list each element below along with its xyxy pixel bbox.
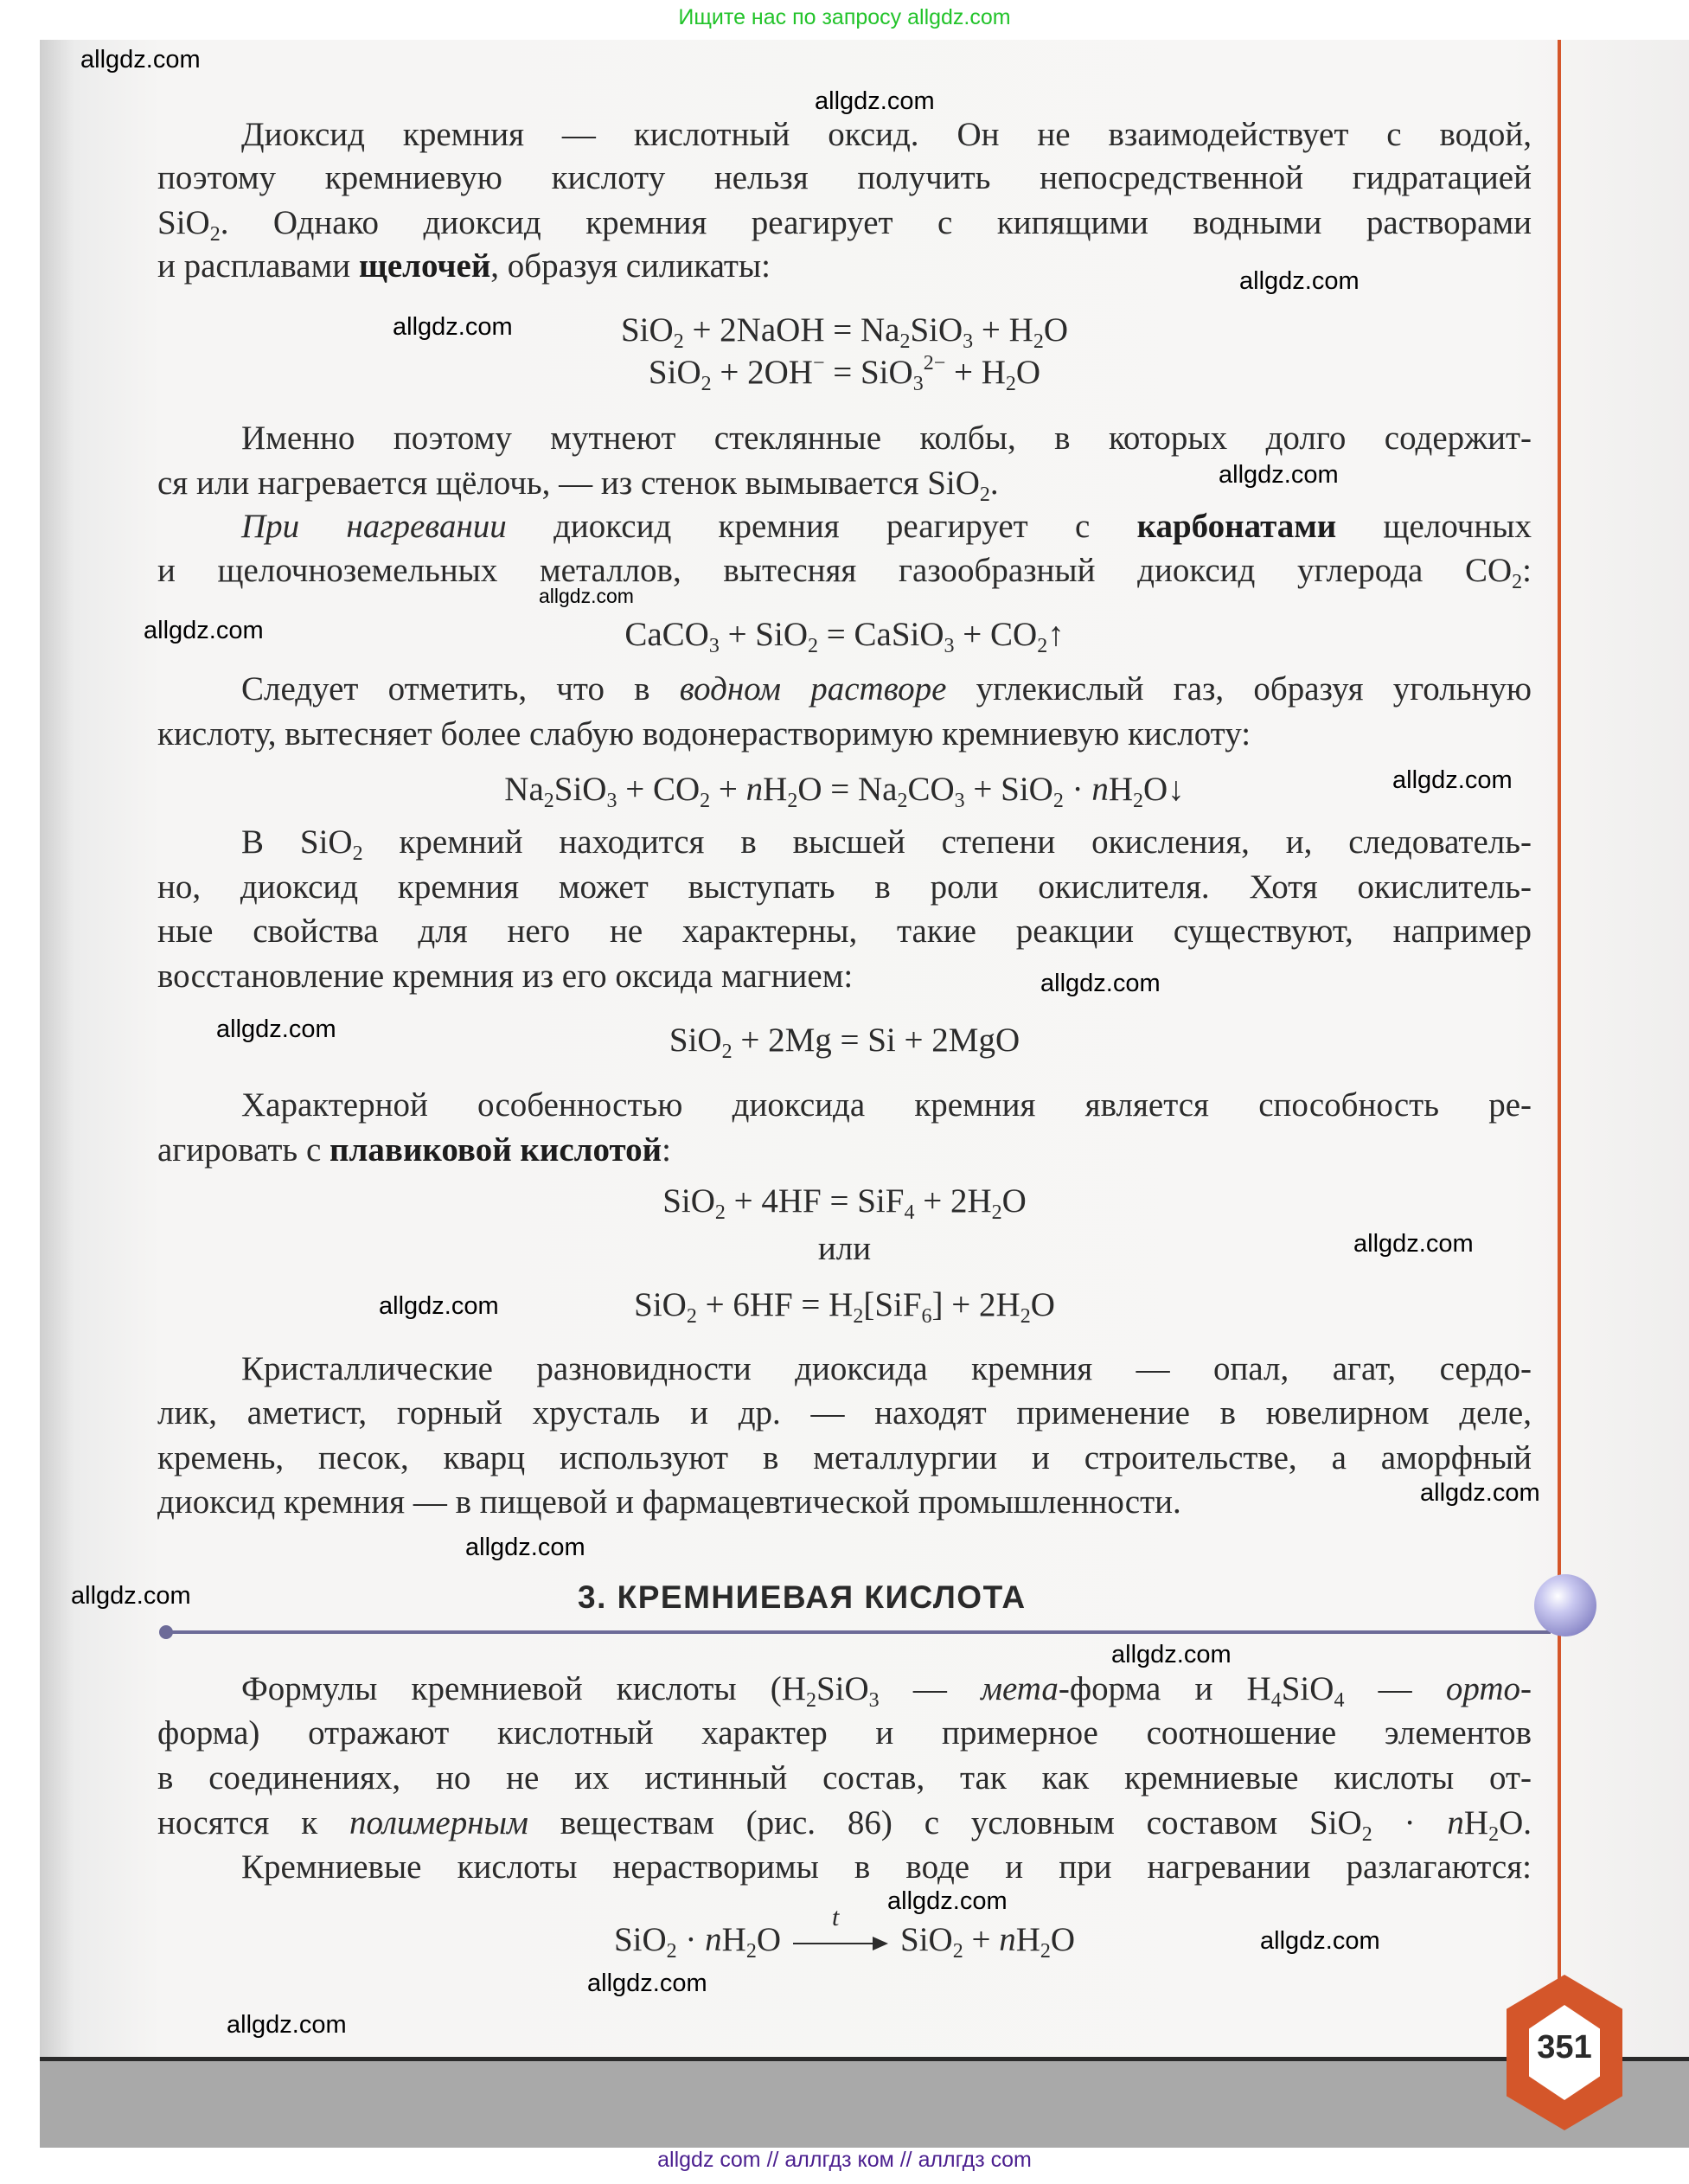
text-run: SiO bbox=[634, 1286, 687, 1323]
text-run: SiO bbox=[910, 311, 963, 349]
subscript: 2 bbox=[979, 484, 990, 506]
text-run: : bbox=[662, 1131, 671, 1169]
text-run: Кристаллические разновидности диоксида кремния — опал, агат, сердо- bbox=[241, 1350, 1532, 1387]
watermark-text: allgdz.com bbox=[379, 1292, 499, 1320]
text-line bbox=[157, 1480, 1532, 1525]
equation-line bbox=[157, 308, 1532, 353]
header-note[interactable]: Ищите нас по запросу allgdz.com bbox=[678, 5, 1011, 29]
text-run: + 2OH bbox=[711, 354, 813, 391]
italic-term: орто bbox=[1445, 1670, 1520, 1707]
text-line bbox=[157, 1128, 1532, 1173]
text-run: ] + 2H bbox=[931, 1286, 1020, 1323]
text-line bbox=[157, 1083, 1532, 1128]
text-run: O bbox=[1043, 311, 1069, 349]
subscript: 2 bbox=[701, 373, 712, 395]
equation-line bbox=[157, 612, 1532, 657]
text-run: поэтому кремниевую кислоту нельзя получить непосредственной гидратацией bbox=[157, 159, 1532, 196]
text-run: Na bbox=[504, 771, 544, 808]
text-run: · bbox=[676, 1921, 706, 1958]
bold-term: карбонатами bbox=[1136, 508, 1337, 545]
watermark-text: allgdz.com bbox=[80, 46, 201, 74]
text-run: · bbox=[1372, 1804, 1448, 1841]
italic-term: n bbox=[705, 1921, 722, 1958]
footer-note[interactable]: allgdz com // аллгдз ком // аллгдз com bbox=[657, 2148, 1032, 2172]
subscript: 2 bbox=[673, 330, 684, 353]
text-run: Формулы кремниевой кислоты (H bbox=[241, 1670, 806, 1707]
heading-rule bbox=[167, 1630, 1551, 1634]
text-run: Диоксид кремния — кислотный оксид. Он не взаимодействует с водой, bbox=[241, 116, 1532, 153]
italic-term: n bbox=[745, 771, 764, 808]
text-run: H bbox=[1108, 771, 1134, 808]
subscript: 2 bbox=[352, 842, 363, 865]
text-line bbox=[157, 201, 1532, 246]
text-run: + SiO bbox=[964, 771, 1053, 808]
equation-line bbox=[157, 1018, 1532, 1063]
text-run: агировать с bbox=[157, 1131, 330, 1169]
subscript: 3 bbox=[606, 790, 617, 812]
subscript: 2 bbox=[1040, 1940, 1051, 1963]
text-line bbox=[157, 548, 1532, 593]
subscript: 3 bbox=[944, 635, 955, 657]
text-run: O bbox=[1050, 1921, 1076, 1958]
text-run: SiO bbox=[816, 1670, 869, 1707]
subscript: 2 bbox=[543, 790, 554, 812]
watermark-text: allgdz.com bbox=[216, 1015, 336, 1043]
subscript: 2 bbox=[1037, 635, 1048, 657]
text-run: [SiF bbox=[863, 1286, 922, 1323]
text-run: O = Na bbox=[797, 771, 898, 808]
text-run: — bbox=[1344, 1670, 1446, 1707]
subscript: 2 bbox=[787, 790, 798, 812]
text-run: + CO bbox=[954, 616, 1038, 653]
subscript: 2 bbox=[991, 1201, 1002, 1224]
text-run: SiO bbox=[1281, 1670, 1334, 1707]
text-run: + H bbox=[973, 311, 1033, 349]
text-run: + bbox=[710, 771, 746, 808]
italic-term: мета bbox=[981, 1670, 1059, 1707]
equation-line bbox=[157, 767, 1532, 812]
italic-term: водном растворе bbox=[679, 670, 947, 708]
text-run: кремень, песок, кварц используют в металлургии и строительстве, а аморфный bbox=[157, 1439, 1532, 1476]
subscript: 2 bbox=[1033, 330, 1044, 353]
equation-line bbox=[157, 1226, 1532, 1271]
text-run: SiO bbox=[662, 1182, 715, 1220]
text-run: кислоту, вытесняет более слабую водонерастворимую кремниевую кислоту: bbox=[157, 715, 1251, 753]
text-line bbox=[157, 156, 1532, 201]
subscript: 2 bbox=[1361, 1823, 1372, 1846]
text-run: SiO bbox=[157, 204, 210, 241]
text-run: SiO bbox=[553, 771, 607, 808]
text-run: H bbox=[763, 771, 788, 808]
text-run: в соединениях, но не их истинный состав, так как кремниевые кислоты от- bbox=[157, 1759, 1532, 1797]
subscript: 2 bbox=[808, 635, 818, 657]
reaction-arrow-icon bbox=[793, 1903, 888, 1951]
subscript: 2 bbox=[745, 1940, 757, 1963]
text-run: O. bbox=[1499, 1804, 1532, 1841]
text-line bbox=[157, 712, 1532, 757]
equation-line bbox=[157, 350, 1532, 395]
watermark-text: allgdz.com bbox=[587, 1969, 707, 1997]
watermark-text: allgdz.com bbox=[393, 313, 513, 341]
subscript: 2 bbox=[1133, 790, 1144, 812]
text-run: + 6HF = H bbox=[696, 1286, 854, 1323]
subscript: 2 bbox=[952, 1940, 963, 1963]
text-run: + H bbox=[945, 354, 1006, 391]
text-run: ↑ bbox=[1047, 616, 1065, 653]
text-line bbox=[157, 667, 1532, 712]
text-line bbox=[157, 504, 1532, 549]
text-run: и щелочноземельных металлов, вытесняя газообразный диоксид углерода CO bbox=[157, 552, 1513, 589]
watermark-text: allgdz.com bbox=[227, 2011, 347, 2039]
italic-term: n bbox=[1091, 771, 1109, 808]
watermark-text: allgdz.com bbox=[539, 585, 634, 607]
watermark-text: allgdz.com bbox=[1219, 461, 1339, 489]
text-line bbox=[157, 909, 1532, 954]
text-run: SiO bbox=[900, 1921, 953, 1958]
text-run: щелочных bbox=[1336, 508, 1532, 545]
text-run: В SiO bbox=[241, 823, 353, 861]
text-line bbox=[157, 416, 1532, 461]
text-run: O bbox=[756, 1921, 781, 1958]
italic-term: n bbox=[999, 1921, 1016, 1958]
watermark-text: allgdz.com bbox=[887, 1887, 1008, 1915]
text-run: Характерной особенностью диоксида кремния является способность ре- bbox=[241, 1086, 1532, 1124]
text-run: , образуя силикаты: bbox=[490, 247, 771, 285]
text-run: H bbox=[721, 1921, 746, 1958]
arrow-head bbox=[873, 1937, 888, 1950]
watermark-text: allgdz.com bbox=[1040, 970, 1161, 997]
watermark-text: allgdz.com bbox=[465, 1534, 585, 1561]
text-line bbox=[157, 112, 1532, 157]
subscript: 3 bbox=[954, 790, 965, 812]
text-run: + 2H bbox=[914, 1182, 992, 1220]
subscript: 3 bbox=[708, 635, 720, 657]
text-run: . Однако диоксид кремния реагирует с кипящими водными растворами bbox=[220, 204, 1532, 241]
text-line bbox=[157, 1711, 1532, 1756]
text-run: восстановление кремния из его оксида магнием: bbox=[157, 958, 854, 995]
text-run: O bbox=[1030, 1286, 1055, 1323]
text-run: + bbox=[963, 1921, 1000, 1958]
text-run: - bbox=[1520, 1670, 1532, 1707]
subscript: 4 bbox=[904, 1201, 915, 1224]
subscript: 2 bbox=[1020, 1305, 1031, 1328]
text-run: H bbox=[1463, 1804, 1489, 1841]
text-run: но, диоксид кремния может выступать в роли окислителя. Хотя окислитель- bbox=[157, 868, 1532, 906]
subscript: 2 bbox=[1512, 571, 1523, 593]
subscript: 2 bbox=[700, 790, 711, 812]
text-run: · bbox=[1063, 771, 1092, 808]
arrow-shaft bbox=[793, 1943, 881, 1944]
watermark-text: allgdz.com bbox=[815, 87, 935, 115]
subscript: 2 bbox=[714, 1201, 726, 1224]
watermark-text: allgdz.com bbox=[144, 617, 264, 644]
superscript: 2− bbox=[923, 352, 946, 375]
text-run: веществам (рис. 86) с условным составом SiO bbox=[528, 1804, 1362, 1841]
text-run: = CaSiO bbox=[818, 616, 944, 653]
text-run: носятся к bbox=[157, 1804, 349, 1841]
subscript: 2 bbox=[666, 1940, 677, 1963]
subscript: 3 bbox=[963, 330, 974, 353]
subscript: 2 bbox=[209, 223, 221, 246]
subscript: 2 bbox=[853, 1305, 864, 1328]
subscript: 2 bbox=[1005, 373, 1016, 395]
italic-term: полимерным bbox=[349, 1804, 528, 1841]
text-run: углекислый газ, образуя угольную bbox=[946, 670, 1532, 708]
text-run: + CO bbox=[617, 771, 701, 808]
text-run: SiO bbox=[613, 1921, 667, 1958]
text-run: = SiO bbox=[824, 354, 913, 391]
subscript: 4 bbox=[1334, 1689, 1345, 1712]
text-line bbox=[157, 865, 1532, 910]
text-line bbox=[157, 1436, 1532, 1481]
text-run: Кремниевые кислоты нерастворимы в воде и при нагревании разлагаются: bbox=[241, 1848, 1532, 1886]
text-run: кремний находится в высшей степени окисления, и, следователь- bbox=[362, 823, 1532, 861]
watermark-text: allgdz.com bbox=[71, 1582, 191, 1610]
text-run: ные свойства для него не характерны, такие реакции существуют, например bbox=[157, 913, 1532, 950]
subscript: 4 bbox=[1270, 1689, 1282, 1712]
text-run: ся или нагревается щёлочь, — из стенок вымывается SiO bbox=[157, 464, 980, 502]
text-run: Именно поэтому мутнеют стеклянные колбы, в которых долго содержит- bbox=[241, 420, 1532, 457]
text-run: H bbox=[1015, 1921, 1040, 1958]
subscript: 3 bbox=[868, 1689, 880, 1712]
watermark-text: allgdz.com bbox=[1260, 1927, 1380, 1955]
watermark-text: allgdz.com bbox=[1420, 1479, 1540, 1507]
subscript: 6 bbox=[921, 1305, 932, 1328]
watermark-text: allgdz.com bbox=[1111, 1641, 1232, 1668]
subscript: 2 bbox=[805, 1689, 816, 1712]
text-line bbox=[157, 1845, 1532, 1890]
watermark-text: allgdz.com bbox=[1392, 766, 1513, 794]
bold-term: плавиковой кислотой bbox=[329, 1131, 662, 1169]
subscript: 2 bbox=[899, 330, 911, 353]
text-run: + 2NaOH = Na bbox=[683, 311, 900, 349]
text-run: -форма и H bbox=[1058, 1670, 1271, 1707]
italic-term: n bbox=[1447, 1804, 1464, 1841]
text-run: O bbox=[1001, 1182, 1027, 1220]
text-run: CaCO bbox=[624, 616, 709, 653]
text-run: . bbox=[989, 464, 999, 502]
subscript: 2 bbox=[721, 1041, 733, 1063]
text-run: или bbox=[817, 1230, 872, 1267]
text-line bbox=[157, 1801, 1532, 1846]
subscript: 3 bbox=[912, 373, 924, 395]
heading-ball-ornament bbox=[1534, 1574, 1596, 1636]
text-line bbox=[157, 1391, 1532, 1436]
arrow-condition-label: t bbox=[832, 1903, 840, 1932]
text-run: SiO bbox=[648, 354, 701, 391]
equation-line bbox=[157, 1283, 1532, 1328]
text-run: лик, аметист, горный хрусталь и др. — находят применение в ювелирном деле, bbox=[157, 1394, 1532, 1431]
text-run: + 2Mg = Si + 2MgO bbox=[732, 1022, 1020, 1059]
bold-term: щелочей bbox=[358, 247, 491, 285]
text-run: диоксид кремния — в пищевой и фармацевтической промышленности. bbox=[157, 1483, 1181, 1521]
superscript: − bbox=[812, 352, 825, 375]
watermark-text: allgdz.com bbox=[1353, 1230, 1474, 1258]
text-run: SiO bbox=[669, 1022, 722, 1059]
text-run: форма) отражают кислотный характер и примерное соотношение элементов bbox=[157, 1714, 1532, 1752]
text-run: — bbox=[879, 1670, 982, 1707]
subscript: 2 bbox=[686, 1305, 697, 1328]
text-run: O bbox=[1015, 354, 1041, 391]
subscript: 2 bbox=[1052, 790, 1064, 812]
text-run: CO bbox=[907, 771, 955, 808]
text-run: : bbox=[1522, 552, 1532, 589]
text-line bbox=[157, 1667, 1532, 1712]
text-run: и расплавами bbox=[157, 247, 359, 285]
text-line bbox=[157, 954, 1532, 999]
text-line bbox=[157, 1756, 1532, 1801]
italic-term: При нагревании bbox=[241, 508, 507, 545]
section-heading: 3. КРЕМНИЕВАЯ КИСЛОТА bbox=[578, 1579, 1027, 1615]
equation-line bbox=[157, 1179, 1532, 1224]
page-bottom-band bbox=[40, 2057, 1689, 2148]
subscript: 2 bbox=[897, 790, 908, 812]
page-number: 351 bbox=[1537, 2029, 1592, 2066]
text-run: O↓ bbox=[1143, 771, 1185, 808]
text-line bbox=[157, 1347, 1532, 1392]
text-line bbox=[157, 820, 1532, 865]
watermark-text: allgdz.com bbox=[1239, 267, 1360, 295]
text-run: + SiO bbox=[719, 616, 808, 653]
text-run: диоксид кремния реагирует с bbox=[506, 508, 1137, 545]
text-run: + 4HF = SiF bbox=[725, 1182, 905, 1220]
margin-accent-line bbox=[1558, 40, 1561, 1982]
text-run: SiO bbox=[620, 311, 674, 349]
subscript: 2 bbox=[1488, 1823, 1500, 1846]
text-run: Следует отметить, что в bbox=[241, 670, 680, 708]
